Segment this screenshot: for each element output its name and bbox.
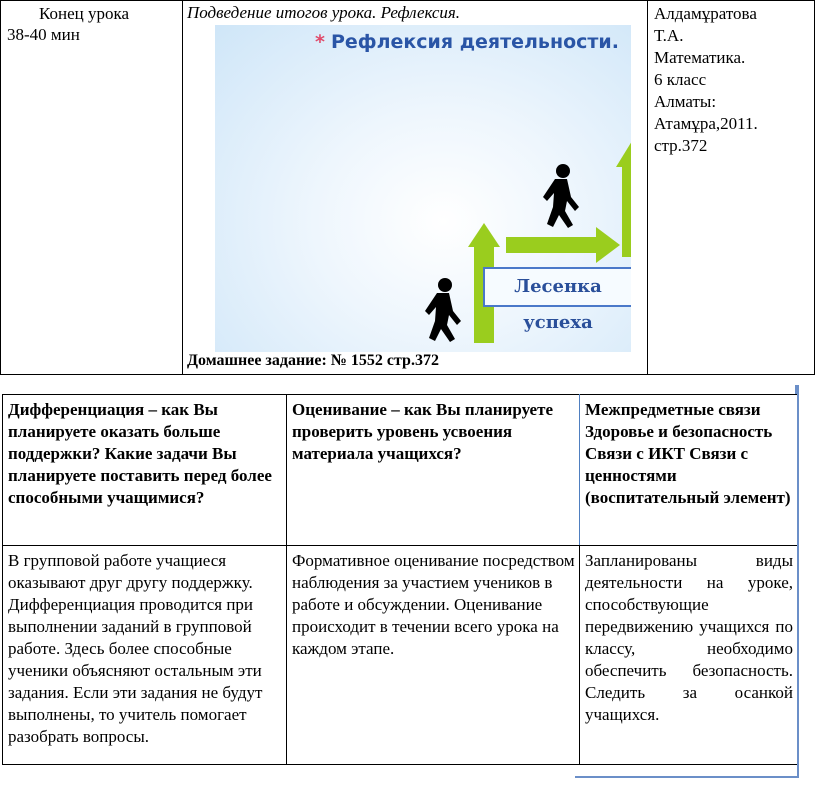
resource-line: Т.А.	[654, 26, 684, 45]
table-bottom-border	[575, 776, 799, 778]
resource-line: Алдамұратова	[654, 4, 757, 23]
lesson-stage-table	[0, 0, 815, 375]
resources-cell	[648, 1, 815, 375]
arrow-up-icon	[616, 141, 631, 257]
cross-curricular-header: Межпредметные связи Здоровье и безопасность Связи с ИКТ Связи с ценностями (воспитательный элемент)	[580, 395, 798, 546]
resource-line: 6 класс	[654, 70, 707, 89]
differentiation-header: Дифференциация – как Вы планируете оказать больше поддержки? Какие задачи Вы планируете поставить перед более способными учащимися?	[3, 395, 287, 546]
stage-cell	[1, 1, 183, 375]
reflection-slide	[215, 25, 631, 352]
arrow-right-icon	[506, 227, 620, 263]
slide-title-text: Рефлексия деятельности.	[330, 31, 619, 53]
stage-name: Конец урока	[39, 4, 130, 23]
planning-table	[2, 394, 798, 765]
resource-line: Алматы:	[654, 92, 717, 111]
cross-curricular-cell: Запланированы виды деятельности на уроке, способствующие передвижению учащихся по классу, необходимо обеспечить безопасность. Следить за осанкой учащихся.	[580, 546, 798, 765]
resource-line: Математика.	[654, 48, 746, 67]
assessment-header: Оценивание – как Вы планируете проверить уровень усвоения материала учащихся?	[287, 395, 580, 546]
homework: Домашнее задание: № 1552 стр.372	[187, 352, 439, 369]
resource-line: Атамұра,2011.	[654, 114, 758, 133]
star-bullet: *	[315, 31, 325, 53]
stage-time: 38-40 мин	[7, 25, 80, 44]
differentiation-cell: В групповой работе учащиеся оказывают друг другу поддержку. Дифференциация проводится при выполнении заданий в групповой работе. Здесь более способные ученики объясняют остальным эти задания. Если эти задания не будут выполнены, то учитель помогает разобрать вопросы.	[3, 546, 287, 765]
assessment-cell: Формативное оценивание посредством наблюдения за участием учеников в работе и обсуждении. Оценивание происходит в течении всего урока на каждом этапе.	[287, 546, 580, 765]
table-right-border	[797, 394, 799, 776]
walking-person-icon	[543, 164, 579, 228]
activity-cell	[183, 1, 648, 375]
activity-title: Подведение итогов урока. Рефлексия.	[187, 3, 461, 22]
walking-person-icon	[425, 278, 461, 342]
resource-line: стр.372	[654, 136, 708, 155]
ladder-label: Лесенка успеха	[483, 267, 631, 307]
